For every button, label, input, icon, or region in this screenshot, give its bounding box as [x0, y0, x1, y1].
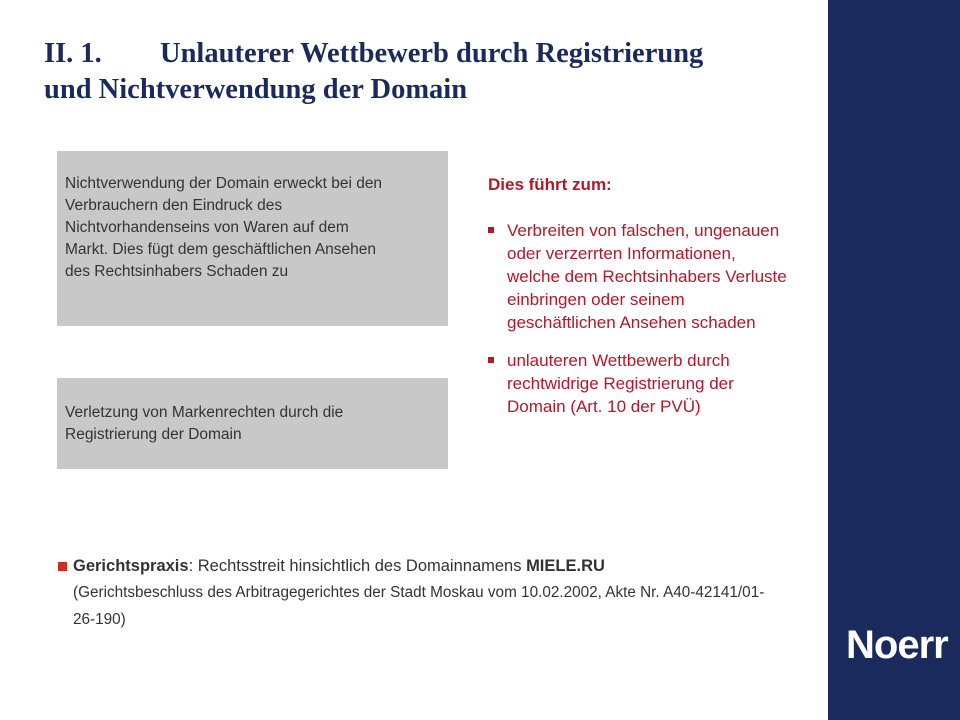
- case-law-text: Rechtsstreit hinsichtlich des Domainnamens: [193, 557, 527, 575]
- info-box-text: Nichtverwendung der Domain erweckt bei den Verbrauchern den Eindruck des Nichtvorhandenseins von Waren auf dem Markt. Dies fügt dem geschäftlichen Ansehen des Rechtsinhabers Schaden zu: [65, 175, 383, 280]
- title-line-1: Unlauterer Wettbewerb durch Registrierung: [160, 38, 704, 69]
- case-law-label: Gerichtspraxis: [73, 557, 189, 575]
- case-law-details: (Gerichtsbeschluss des Arbitragegerichtes der Stadt Moskau vom 10.02.2002, Akte Nr. A40-42141/01-26-190): [73, 584, 765, 628]
- section-number: II. 1.: [44, 38, 102, 69]
- list-item-text: Verbreiten von falschen, ungenauen oder verzerrten Informationen, welche dem Rechtsinhabers Verluste einbringen oder seinem geschäftlichen Ansehen schaden: [507, 221, 787, 332]
- consequences-list: [488, 219, 788, 418]
- brand-sidebar: [828, 0, 960, 720]
- list-item-text: unlauteren Wettbewerb durch rechtwidrige Registrierung der Domain (Art. 10 der PVÜ): [507, 351, 734, 416]
- slide-title: [44, 36, 804, 108]
- square-bullet-icon: [488, 227, 494, 233]
- consequences-heading: Dies führt zum:: [488, 175, 612, 194]
- list-item: [488, 349, 788, 418]
- square-bullet-icon: [58, 562, 67, 571]
- consequences-panel: [488, 173, 788, 433]
- title-line-2: und Nichtverwendung der Domain: [44, 74, 468, 105]
- info-box-text: Verletzung von Markenrechten durch die Registrierung der Domain: [65, 404, 344, 443]
- noerr-logo: Noerr: [846, 623, 948, 667]
- list-item: [488, 219, 788, 334]
- info-box-trademark: [57, 378, 448, 469]
- domain-name: MIELE.RU: [526, 557, 605, 575]
- info-box-nonuse: [57, 151, 448, 326]
- case-law-note: [57, 553, 777, 633]
- square-bullet-icon: [488, 357, 494, 363]
- colon: :: [188, 557, 194, 575]
